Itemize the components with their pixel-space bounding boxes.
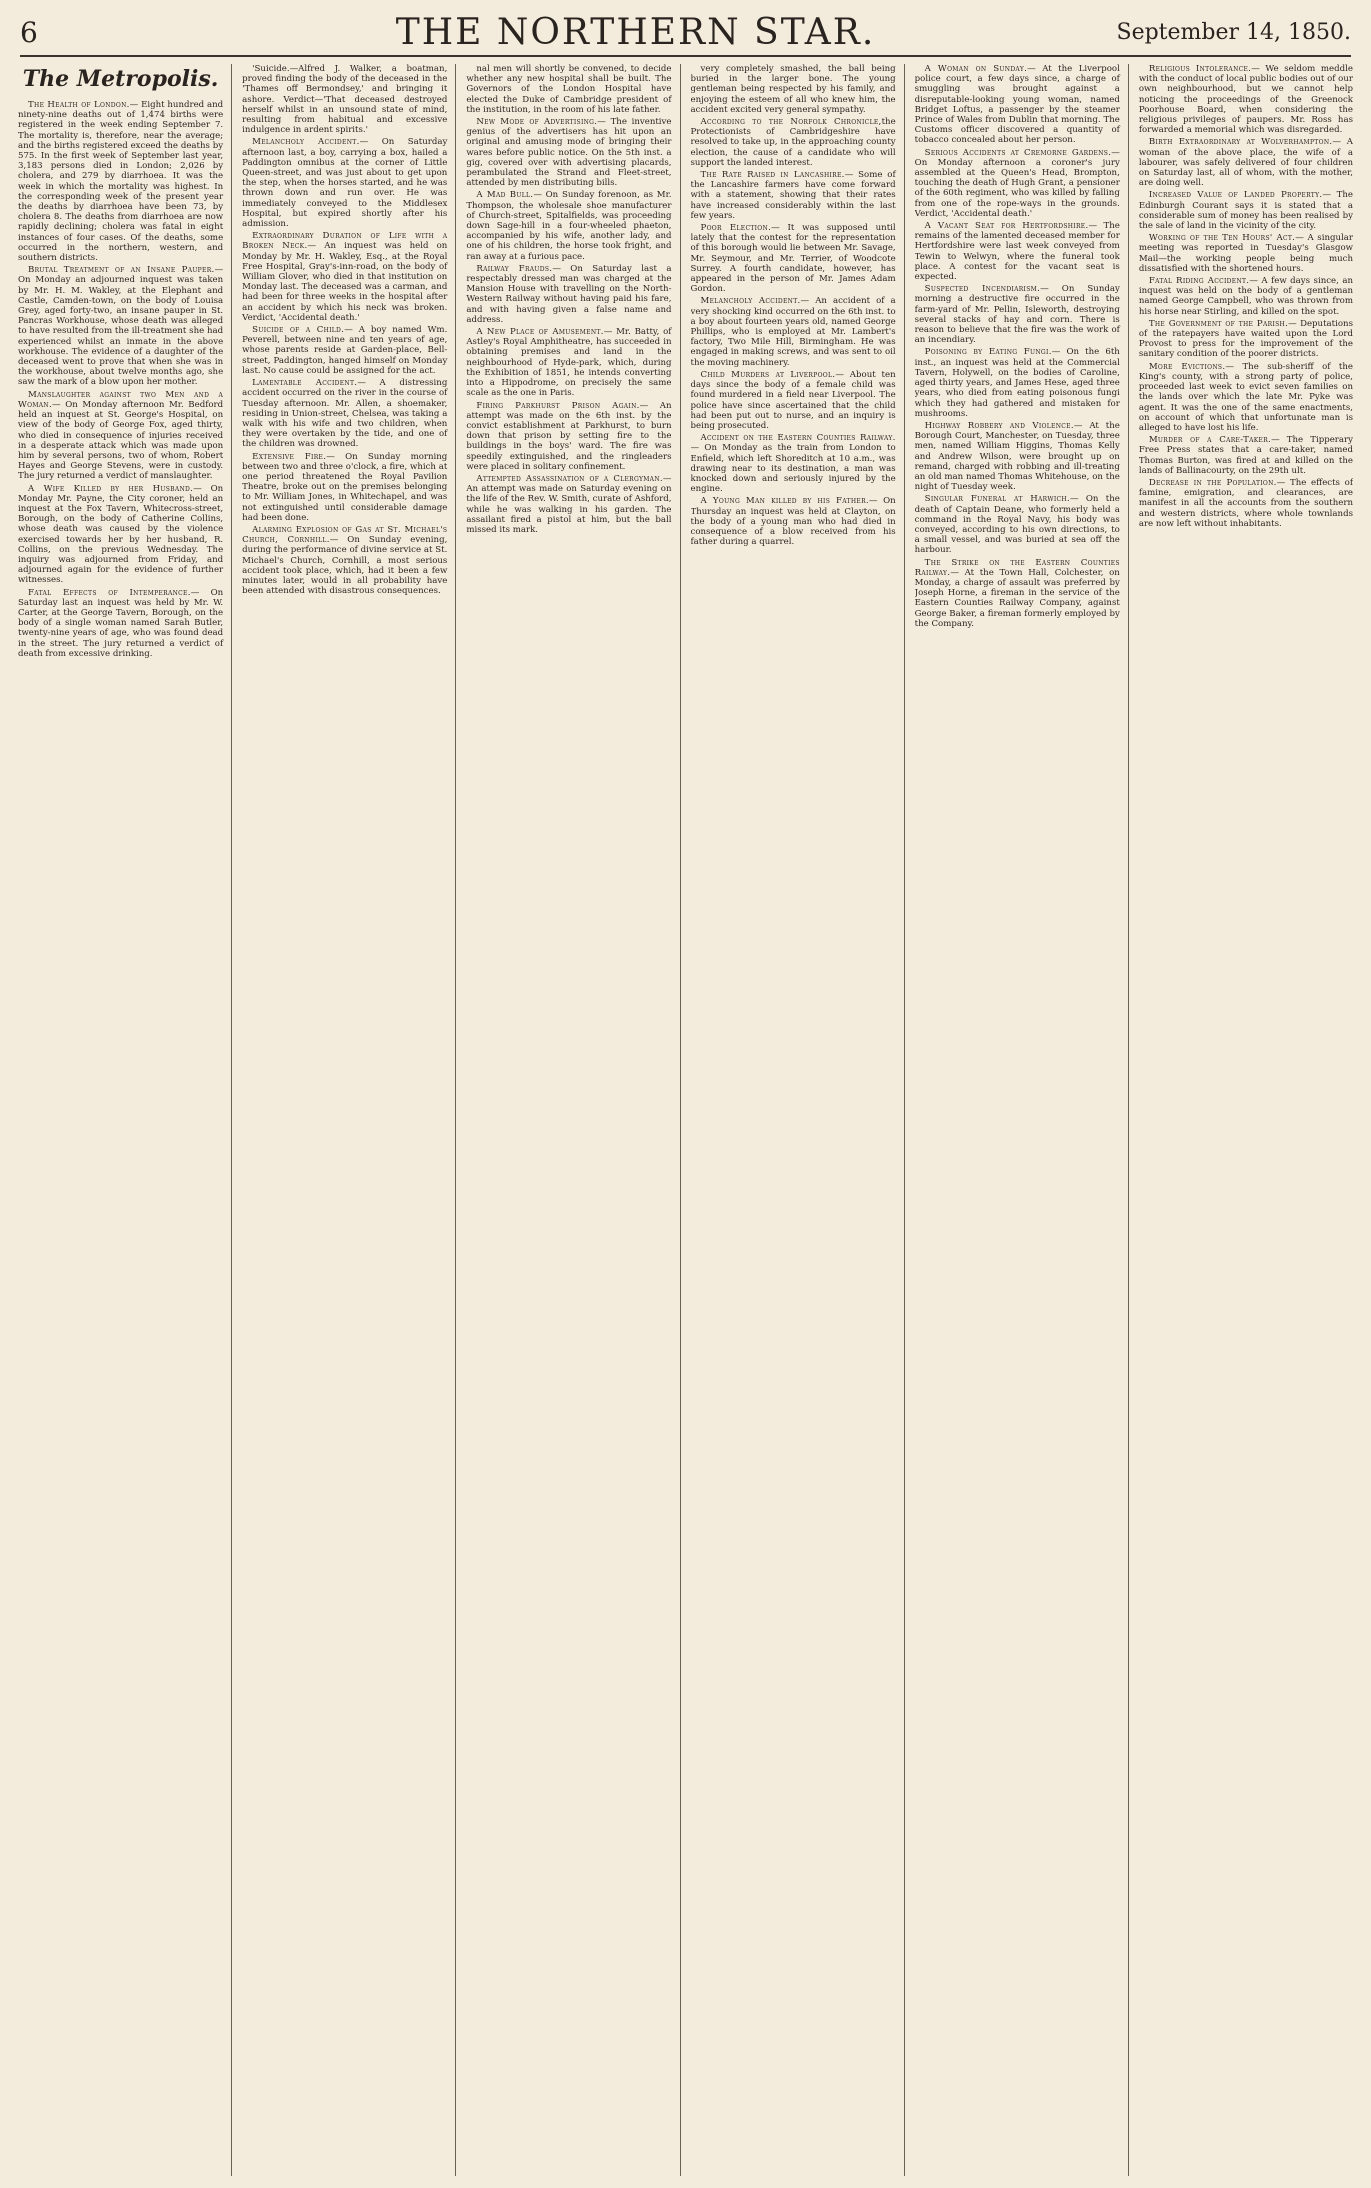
article-paragraph — [1139, 319, 1353, 360]
article-paragraph — [1139, 362, 1353, 433]
column-6 — [1139, 64, 1353, 2176]
article-paragraph — [1139, 435, 1353, 476]
article-text: — On Monday afternoon Mr. Bedford held an inquest at St. George's Hospital, on view of the body of George Fox, aged thirty, who died in consequence of injuries received in a desperate attack which was made upon him by several persons, two of whom, Robert Hayes and George Stevens, were in custody. The jury returned a verdict of manslaughter. — [18, 399, 224, 482]
article-title: Fatal Riding Accident. — [1148, 276, 1250, 287]
article-paragraph — [466, 190, 671, 261]
article-paragraph — [915, 558, 1120, 629]
article-text: the Protectionists of Cambridgeshire have resolved to take up, in the approaching county election, the cause of a candidate who will support the landed interest. — [690, 117, 896, 168]
masthead: THE NORTHERN STAR. — [395, 11, 876, 53]
article-title: More Evictions. — [1148, 361, 1226, 372]
article-title: A Young Man killed by his Father. — [700, 496, 869, 507]
article-paragraph — [242, 231, 447, 323]
article-text: — On Monday an adjourned inquest was taken by Mr. H. M. Wakley, at the Elephant and Castle, Camden-town, on the body of Louisa Grey, aged forty-two, an insane pauper in St. Pancras Workhouse, whose death was alleged to have resulted from the ill-treatment she had experienced whilst an inmate in the above workhouse. The evidence of a daughter of the deceased went to prove that when she was in the workhouse, about twelve months ago, she saw the mark of a blow upon her mother. — [18, 265, 224, 388]
article-paragraph — [18, 390, 223, 482]
article-paragraph — [466, 264, 671, 325]
article-title: A Wife Killed by her Husband. — [28, 483, 194, 494]
article-title: Alarming Explosion of Gas at St. Michael's Church, Cornhill. — [242, 524, 448, 546]
article-title: New Mode of Advertising. — [476, 117, 598, 128]
article-title: The Strike on the Eastern Counties Railway. — [914, 557, 1120, 578]
section-heading-metropolis: The Metropolis. — [22, 66, 219, 92]
article-text: very completely smashed, the ball being buried in the larger bone. The young gentleman being respected by his family, and enjoying the esteem of all who knew him, the accident excited very general sympathy. — [690, 64, 896, 115]
article-text: — About ten days since the body of a female child was found murdered in a field near Liverpool. The police have since ascertained that the child had been put out to nurse, and an inquiry is being prosecuted. — [690, 369, 896, 431]
column-1 — [18, 64, 232, 2176]
article-paragraph — [1139, 276, 1353, 317]
article-paragraph — [18, 265, 223, 387]
article-text: — The effects of famine, emigration, and clearances, are manifest in all the accounts from the southern and western districts, where whole townlands are now left without inhabitants. — [1138, 477, 1353, 529]
article-text: nal men will shortly be convened, to decide whether any new hospital shall be built. The Governors of the London Hospital have elected the Duke of Cambridge president of the institution, in the room of his late father. — [466, 64, 672, 115]
article-text: — An inquest was held on Monday by Mr. H. Wakley, Esq., at the Royal Free Hospital, Gray's-inn-road, on the body of William Glover, who died in that institution on Monday last. The deceased was a carman, and had been for three weeks in the hospital after an accident by which his neck was broken. Verdict, 'Accidental death.' — [242, 241, 448, 323]
article-title: Working of the Ten Hours' Act. — [1148, 233, 1296, 244]
article-title: Fatal Effects of Intemperance. — [28, 587, 191, 598]
article-text: — At the Borough Court, Manchester, on Tuesday, three men, named William Higgins, Thomas Kelly and Andrew Wilson, were brought up on remand, charged with robbing and ill-treating an old man named Thomas Whitehouse, on the night of Tuesday week. — [914, 420, 1120, 493]
column-2 — [242, 64, 456, 2176]
article-title: Highway Robbery and Violence. — [924, 420, 1074, 431]
article-title: Attempted Assassination of a Clergyman. — [476, 473, 663, 484]
article-text: — We seldom meddle with the conduct of local public bodies out of our own neighbourhood, but we cannot help noticing the proceedings of the Greenock Poorhouse Board, when considering the religious privileges of paupers. Mr. Ross has forwarded a memorial which was disregarded. — [1138, 64, 1353, 136]
column-4 — [691, 64, 905, 2176]
article-text: — The inventive genius of the advertisers has hit upon an original and amusing mode of bringing their wares before public notice. On the 5th inst. a gig, covered over with advertising placards, perambulated the Strand and Fleet-street, attended by men distributing bills. — [466, 117, 672, 189]
article-paragraph — [1139, 478, 1353, 529]
article-title: According to the Norfolk Chronicle, — [700, 117, 882, 128]
article-text: — An attempt was made on Saturday evening on the life of the Rev. W. Smith, curate of Ashford, while he was walking in his garden. The assailant fired a pistol at him, but the ball missed its mark. — [466, 473, 672, 535]
article-paragraph — [691, 296, 896, 367]
article-text: — On Monday Mr. Payne, the City coroner, held an inquest at the Fox Tavern, Whitecross-street, Borough, on the body of Catherine Collins, whose death was caused by the violence exercised towards her by her husband, R. Collins, on the previous Wednesday. The inquiry was adjourned from Friday, and adjourned again for the evidence of further witnesses. — [18, 483, 224, 586]
article-text: — Deputations of the ratepayers have waited upon the Lord Provost to press for the improvement of the sanitary condition of the poorer districts. — [1138, 318, 1353, 360]
article-text: — On Monday afternoon a coroner's jury assembled at the Queen's Head, Brompton, touching the death of Hugh Grant, a pensioner of the 60th regiment, who was killed by falling from one of the rope-ways in the grounds. Verdict, 'Accidental death.' — [914, 147, 1120, 219]
article-paragraph — [1139, 233, 1353, 274]
column-3 — [466, 64, 680, 2176]
article-title: Increased Value of Landed Property. — [1148, 190, 1323, 201]
article-paragraph — [915, 64, 1120, 146]
article-text: — The remains of the lamented deceased member for Hertfordshire were last week conveyed from Tewin to Welwyn, where the funeral took place. A contest for the vacant seat is expected. — [914, 221, 1120, 283]
article-title: Birth Extraordinary at Wolverhampton. — [1148, 137, 1333, 148]
column-5 — [915, 64, 1129, 2176]
article-text: — At the Town Hall, Colchester, on Monday, a charge of assault was preferred by Joseph Horne, a fireman in the service of the Eastern Counties Railway Company, against George Baker, a fireman formerly employed by the Company. — [914, 567, 1120, 629]
article-paragraph — [466, 327, 671, 398]
article-text: — Some of the Lancashire farmers have come forward with a statement, showing that their rates have increased considerably within the last few years. — [690, 170, 896, 221]
article-paragraph — [915, 221, 1120, 282]
article-text: — A woman of the above place, the wife of a labourer, was safely delivered of four children on Saturday last, all of whom, with the mother, are doing well. — [1138, 137, 1353, 189]
article-title: A New Place of Amusement. — [476, 327, 604, 338]
article-title: The Government of the Parish. — [1148, 318, 1289, 329]
article-text: — An attempt was made on the 6th inst. by the convict establishment at Parkhurst, to burn down that prison by setting fire to the buildings in the boys' ward. The fire was speedily extinguished, and the ringleaders were placed in solitary confinement. — [466, 400, 672, 472]
article-text: — On Sunday forenoon, as Mr. Thompson, the wholesale shoe manufacturer of Church-street, Spitalfields, was proceeding down Sage-hill in a four-wheeled phaeton, accompanied by his wife, another lady, and one of his children, the horse took fright, and ran away at a furious pace. — [466, 190, 672, 262]
article-paragraph — [1139, 137, 1353, 188]
article-title: Murder of a Care-Taker. — [1148, 435, 1272, 446]
article-text: — On Saturday afternoon last, a boy, carrying a box, hailed a Paddington omnibus at the corner of Little Queen-street, and was just about to get upon the step, when the horses started, and he was thrown down and run over. He was immediately conveyed to the Middlesex Hospital, but expired shortly after his admission. — [242, 137, 448, 230]
article-paragraph — [1139, 64, 1353, 135]
article-title: A Mad Bull. — [476, 190, 534, 201]
article-title: Child Murders at Liverpool. — [700, 369, 836, 380]
article-paragraph — [691, 433, 896, 494]
page-number: 6 — [20, 15, 38, 49]
article-text: — At the Liverpool police court, a few days since, a charge of smuggling was brought against a disreputable-looking young woman, named Bridget Loftus, a passenger by the steamer Prince of Wales from Dublin that morning. The Customs officer discovered a quantity of tobacco concealed about her person. — [914, 64, 1120, 146]
article-title: The Health of London. — [28, 100, 130, 110]
article-text: — Eight hundred and ninety-nine deaths out of 1,474 births were registered in the week ending September 7. The mortality is, therefore, near the average; and the births registered exceed the deaths by 575. In the first week of September last year, 3,183 persons died in London; 2,026 by cholera, and 279 by diarrhoea. It was the week in which the mortality was highest. In the corresponding week of the present year the deaths by diarrhoea have been 73, by cholera 8. The deaths from diarrhoea are now rapidly declining; cholera was fatal in eight instances of four cases. Of the deaths, some occurred in the northern, western, and southern districts. — [18, 100, 224, 264]
article-title: Extensive Fire. — [252, 451, 327, 462]
article-text: — Mr. Batty, of Astley's Royal Amphitheatre, has succeeded in obtaining premises and land in the neighbourhood of Hyde-park, which, during the Exhibition of 1851, he intends converting into a Hippodrome, on precisely the same scale as the one in Paris. — [466, 327, 672, 399]
article-text: — A boy named Wm. Peverell, between nine and ten years of age, whose parents reside at Garden-place, Bell-street, Paddington, hanged himself on Monday last. No cause could be assigned for the act. — [242, 325, 448, 376]
article-text: — On Saturday last a respectably dressed man was charged at the Mansion House with travelling on the North-Western Railway without having paid his fare, and with having given a false name and address. — [466, 263, 672, 325]
article-paragraph — [915, 148, 1120, 219]
article-title: Manslaughter against two Men and a Woman. — [18, 389, 224, 410]
article-title: Poor Election. — [700, 223, 772, 234]
article-title: Religious Intolerance. — [1148, 64, 1252, 74]
article-paragraph — [18, 588, 223, 659]
article-paragraph — [242, 525, 447, 596]
article-title: Lamentable Accident. — [252, 378, 358, 389]
article-text: — A singular meeting was reported in Tuesday's Glasgow Mail—the working people being much dissatisfied with the shortened hours. — [1138, 233, 1353, 274]
article-title: Serious Accidents at Cremorne Gardens. — [924, 147, 1112, 158]
article-paragraph — [691, 223, 896, 294]
article-text: — On Sunday evening, during the performance of divine service at St. Michael's Church, Cornhill, a most serious accident took place, which, had it been a few minutes later, would in all probability have been attended with disastrous consequences. — [242, 535, 448, 597]
header-rule — [20, 55, 1351, 57]
page-header — [20, 12, 1351, 52]
article-paragraph — [18, 484, 223, 586]
article-title: Brutal Treatment of an Insane Pauper. — [28, 265, 215, 276]
article-title: Suicide of a Child. — [252, 325, 345, 336]
article-text: — On Sunday morning between two and three o'clock, a fire, which at one period threatened the Royal Pavilion Theatre, broke out on the premises belonging to Mr. William Jones, in Whitechapel, and was not extinguished until considerable damage had been done. — [242, 451, 448, 523]
article-paragraph — [915, 421, 1120, 492]
article-paragraph — [466, 64, 671, 115]
article-paragraph — [242, 378, 447, 449]
article-paragraph — [18, 100, 223, 263]
article-title: Decrease in the Population. — [1148, 477, 1277, 488]
article-paragraph — [691, 170, 896, 221]
article-text: — The Tipperary Free Press states that a care-taker, named Thomas Burton, was fired at and killed on the lands of Ballinacourty, on the 29th ult. — [1138, 435, 1353, 476]
article-paragraph — [915, 347, 1120, 418]
article-text: — On Saturday last an inquest was held by Mr. W. Carter, at the George Tavern, Borough, on the body of a single woman named Sarah Butler, twenty-nine years of age, who was found dead in the street. The jury returned a verdict of death from excessive drinking. — [18, 587, 224, 659]
article-text: — On Thursday an inquest was held at Clayton, on the body of a young man who had died in consequence of a blow received from his father during a quarrel. — [690, 496, 896, 548]
article-title: A Vacant Seat for Hertfordshire. — [924, 221, 1089, 232]
article-title: Firing Parkhurst Prison Again. — [476, 400, 640, 411]
article-text: — A few days since, an inquest was held on the body of a gentleman named George Campbell, who was thrown from his horse near Stirling, and killed on the spot. — [1138, 276, 1353, 317]
article-paragraph — [466, 117, 671, 188]
article-paragraph — [242, 325, 447, 376]
article-text: — On Sunday morning a destructive fire occurred in the farm-yard of Mr. Pellin, Isleworth, destroying several stacks of hay and corn. There is reason to believe that the fire was the work of an incendiary. — [914, 284, 1120, 346]
article-text: 'Suicide.—Alfred J. Walker, a boatman, proved finding the body of the deceased in the 'Thames off Bermondsey,' and bringing it ashore. Verdict—'That deceased destroyed herself whilst in an unsound state of mind, resulting from habitual and excessive indulgence in ardent spirits.' — [242, 64, 448, 136]
article-paragraph — [1139, 190, 1353, 231]
article-text: — On the 6th inst., an inquest was held at the Commercial Tavern, Holywell, on the bodies of Caroline, aged thirty years, and James Hese, aged three years, who died from eating poisonous fungi which they had gathered and mistaken for mushrooms. — [914, 347, 1120, 419]
article-paragraph — [466, 401, 671, 472]
article-title: Singular Funeral at Harwich. — [924, 494, 1070, 505]
article-paragraph — [691, 117, 896, 168]
article-title: The Rate Raised in Lancashire. — [700, 170, 845, 181]
article-paragraph — [242, 137, 447, 229]
article-title: Extraordinary Duration of Life with a Broken Neck. — [242, 231, 448, 252]
article-paragraph — [691, 370, 896, 431]
article-paragraph — [691, 496, 896, 547]
article-title: Melancholy Accident. — [700, 296, 801, 307]
article-paragraph — [915, 284, 1120, 345]
article-title: Railway Frauds. — [476, 263, 553, 274]
article-text: — The Edinburgh Courant says it is stated that a considerable sum of money has been realised by the sale of land in the vicinity of the city. — [1138, 190, 1353, 232]
article-title: A Woman on Sunday. — [924, 64, 1028, 74]
article-title: Poisoning by Eating Fungi. — [924, 347, 1052, 358]
article-text: — On Monday as the train from London to Enfield, which left Shoreditch at 10 a.m., was drawing near to its destination, a man was knocked down and seriously injured by the engine. — [690, 443, 896, 495]
article-text: — It was supposed until lately that the contest for the representation of this borough would lie between Mr. Savage, Mr. Seymour, and Mr. Terrier, of Woodcote Surrey. A fourth candidate, however, has appeared in the person of Mr. James Adam Gordon. — [690, 223, 896, 295]
article-title: Suspected Incendiarism. — [924, 284, 1041, 295]
article-text: — The sub-sheriff of the King's county, with a strong party of police, proceeded last week to evict seven families on the lands over which the late Mr. Pyke was agent. It was the one of the same enactments, on account of which that unfortunate man is alleged to have lost his life. — [1138, 361, 1353, 433]
article-text: — An accident of a very shocking kind occurred on the 6th inst. to a boy about fourteen years old, named George Phillips, who is employed at Mr. Lambert's factory, Two Mile Hill, Birmingham. He was engaged in making screws, and was sent to oil the moving machinery. — [690, 296, 896, 368]
article-title: Accident on the Eastern Counties Railway. — [700, 433, 896, 444]
article-text: — A distressing accident occurred on the river in the course of Tuesday afternoon. Mr. Allen, a shoemaker, residing in Union-street, Chelsea, was taking a walk with his wife and two children, when they were overtaken by the tide, and one of the children was drowned. — [242, 378, 448, 450]
article-paragraph — [242, 64, 447, 135]
article-paragraph — [915, 494, 1120, 555]
article-paragraph — [691, 64, 896, 115]
issue-date: September 14, 1850. — [1116, 19, 1351, 45]
article-text: — On the death of Captain Deane, who formerly held a command in the Royal Navy, his body was conveyed, according to his own directions, to a small vessel, and was buried at sea off the harbour. — [914, 494, 1120, 556]
article-title: Melancholy Accident. — [252, 137, 360, 148]
article-paragraph — [242, 452, 447, 523]
article-paragraph — [466, 474, 671, 535]
columns — [18, 64, 1353, 2176]
